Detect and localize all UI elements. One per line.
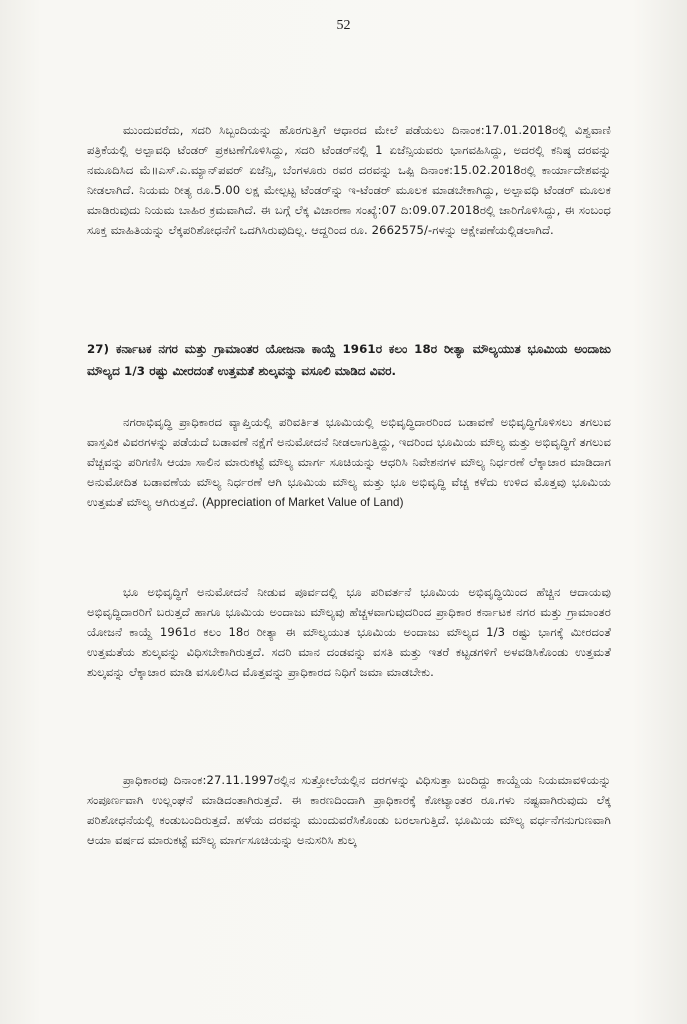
- paragraph-text: ಭೂ ಅಭಿವೃದ್ಧಿಗೆ ಅನುಮೋದನೆ ನೀಡುವ ಪೂರ್ವದಲ್ಲಿ ಭೂ ಪರಿವರ್ತನೆ ಭೂಮಿಯ ಅಭಿವೃದ್ಧಿಯಿಂದ ಹೆಚ್ಚಿನ ಆದಾಯವು ಅಭಿವೃದ್ಧಿದಾರರಿಗೆ ಬರುತ್ತದೆ ಹಾಗೂ ಭೂಮಿಯ ಅಂದಾಜು ಮೌಲ್ಯವು ಹೆಚ್ಚಳವಾಗುವುದರಿಂದ ಪ್ರಾಧಿಕಾರ ಕರ್ನಾಟಕ ನಗರ ಮತ್ತು ಗ್ರಾಮಾಂತರ ಯೋಜನೆ ಕಾಯ್ದೆ 1961ರ ಕಲಂ 18ರ ರೀತ್ಯಾ ಈ ಮೌಲ್ಯಯುತ ಭೂಮಿಯ ಅಂದಾಜು ಮೌಲ್ಯದ 1/3 ರಷ್ಟು ಭಾಗಕ್ಕೆ ಮೀರದಂತೆ ಉತ್ತಮತೆಯ ಶುಲ್ಕವನ್ನು ವಿಧಿಸಬೇಕಾಗಿರುತ್ತದೆ. ಸದರಿ ಮಾನ ದಂಡವನ್ನು ವಸತಿ ಮತ್ತು ಇತರೆ ಕಟ್ಟಡಗಳಿಗೆ ಅಳವಡಿಸಿಕೊಂಡು ಉತ್ತಮತೆ ಶುಲ್ಕವನ್ನು ಲೆಕ್ಕಾಚಾರ ಮಾಡಿ ವಸೂಲಿಸಿದ ಮೊತ್ತವನ್ನು ಪ್ರಾಧಿಕಾರದ ನಿಧಿಗೆ ಜಮಾ ಮಾಡಬೇಕು.: [87, 585, 611, 679]
- english-term: (Appreciation of Market Value of Land): [202, 496, 404, 509]
- paragraph-tender: [87, 120, 611, 240]
- paragraph-betterment-fee: [87, 582, 611, 682]
- paragraph-circular: [87, 770, 611, 850]
- heading-text: 27) ಕರ್ನಾಟಕ ನಗರ ಮತ್ತು ಗ್ರಾಮಾಂತರ ಯೋಜನಾ ಕಾಯ್ದೆ 1961ರ ಕಲಂ 18ರ ರೀತ್ಯಾ ಮೌಲ್ಯಯುತ ಭೂಮಿಯ ಅಂದಾಜು ಮೌಲ್ಯದ 1/3 ರಷ್ಟು ಮೀರದಂತೆ ಉತ್ತಮತೆ ಶುಲ್ಕವನ್ನು ವಸೂಲಿ ಮಾಡಿದ ವಿವರ.: [87, 342, 611, 378]
- paragraph-appreciation: [87, 412, 611, 513]
- paragraph-text: ನಗರಾಭಿವೃದ್ಧಿ ಪ್ರಾಧಿಕಾರದ ವ್ಯಾಪ್ತಿಯಲ್ಲಿ ಪರಿವರ್ತಿತ ಭೂಮಿಯಲ್ಲಿ ಅಭಿವೃದ್ಧಿದಾರರಿಂದ ಬಡಾವಣೆ ಅಭಿವೃದ್ಧಿಗೊಳಿಸಲು ತಗಲುವ ವಾಸ್ತವಿಕ ವಿವರಗಳನ್ನು ಪಡೆಯದೆ ಬಡಾವಣೆ ನಕ್ಷೆಗೆ ಅನುಮೋದನೆ ನೀಡಲಾಗುತ್ತಿದ್ದು, ಇದರಿಂದ ಭೂಮಿಯ ಮೌಲ್ಯ ಮತ್ತು ಅಭಿವೃದ್ಧಿಗೆ ತಗಲುವ ವೆಚ್ಚವನ್ನು ಪರಿಗಣಿಸಿ ಆಯಾ ಸಾಲಿನ ಮಾರುಕಟ್ಟೆ ಮೌಲ್ಯ ಮಾರ್ಗ ಸೂಚಿಯನ್ನು ಆಧರಿಸಿ ನಿವೇಶನಗಳ ಮೌಲ್ಯ ನಿರ್ಧರಣೆ ಲೆಕ್ಕಾಚಾರ ಮಾಡಿದಾಗ ಅನುಮೋದಿತ ಬಡಾವಣೆಯ ಮೌಲ್ಯ ನಿರ್ಧರಣೆ ಆಗಿ ಭೂಮಿಯ ಮೌಲ್ಯ ಮತ್ತು ಭೂ ಅಭಿವೃದ್ಧಿ ವೆಚ್ಚ ಕಳೆದು ಉಳಿದ ಮೊತ್ತವು ಭೂಮಿಯ ಉತ್ತಮತೆ ಮೌಲ್ಯ ಆಗಿರುತ್ತದೆ.: [87, 415, 611, 509]
- section-heading: [87, 338, 611, 382]
- paragraph-text: ಪ್ರಾಧಿಕಾರವು ದಿನಾಂಕ:27.11.1997ರಲ್ಲಿನ ಸುತ್ತೋಲೆಯಲ್ಲಿನ ದರಗಳನ್ನು ವಿಧಿಸುತ್ತಾ ಬಂದಿದ್ದು ಕಾಯ್ದೆಯ ನಿಯಮಾವಳಿಯನ್ನು ಸಂಪೂರ್ಣವಾಗಿ ಉಲ್ಲಂಘನೆ ಮಾಡಿದಂತಾಗಿರುತ್ತದೆ. ಈ ಕಾರಣದಿಂದಾಗಿ ಪ್ರಾಧಿಕಾರಕ್ಕೆ ಕೋಟ್ಯಾಂತರ ರೂ.ಗಳು ನಷ್ಟವಾಗಿರುವುದು ಲೆಕ್ಕ ಪರಿಶೋಧನೆಯಲ್ಲಿ ಕಂಡುಬಂದಿರುತ್ತದೆ. ಹಳೆಯ ದರವನ್ನು ಮುಂದುವರೆಸಿಕೊಂಡು ಬರಲಾಗುತ್ತಿದೆ. ಭೂಮಿಯ ಮೌಲ್ಯ ವರ್ಧನೆಗನುಗುಣವಾಗಿ ಆಯಾ ವರ್ಷದ ಮಾರುಕಟ್ಟೆ ಮೌಲ್ಯ ಮಾರ್ಗಸೂಚಿಯನ್ನು ಅನುಸರಿಸಿ ಶುಲ್ಕ: [87, 773, 611, 847]
- page-number: 52: [336, 18, 351, 33]
- paragraph-text: ಮುಂದುವರೆದು, ಸದರಿ ಸಿಬ್ಬಂದಿಯನ್ನು ಹೊರಗುತ್ತಿಗೆ ಆಧಾರದ ಮೇಲೆ ಪಡೆಯಲು ದಿನಾಂಕ:17.01.2018ರಲ್ಲಿ ವಿಶ್ವವಾಣಿ ಪತ್ರಿಕೆಯಲ್ಲಿ ಅಲ್ಪಾವಧಿ ಟೆಂಡರ್ ಪ್ರಕಟಣೆಗೊಳಿಸಿದ್ದು, ಸದರಿ ಟೆಂಡರ್‌ನಲ್ಲಿ 1 ಏಜೆನ್ಸಿಯವರು ಭಾಗವಹಿಸಿದ್ದು, ಅದರಲ್ಲಿ ಕನಿಷ್ಠ ದರವನ್ನು ನಮೂದಿಸಿದ ಮೆ॥ಎಸ್.ಎ.ಮ್ಯಾನ್‌ಪವರ್ ಏಜೆನ್ಸಿ, ಬೆಂಗಳೂರು ರವರ ದರವನ್ನು ಒಪ್ಪಿ ದಿನಾಂಕ:15.02.2018ರಲ್ಲಿ ಕಾರ್ಯಾದೇಶವನ್ನು ನೀಡಲಾಗಿದೆ. ನಿಯಮ ರೀತ್ಯ ರೂ.5.00 ಲಕ್ಷ ಮೇಲ್ಪಟ್ಟ ಟೆಂಡರ್‌ನ್ನು ಇ-ಟೆಂಡರ್ ಮೂಲಕ ಮಾಡಬೇಕಾಗಿದ್ದು, ಅಲ್ಪಾವಧಿ ಟೆಂಡರ್ ಮೂಲಕ ಮಾಡಿರುವುದು ನಿಯಮ ಬಾಹಿರ ಕ್ರಮವಾಗಿದೆ. ಈ ಬಗ್ಗೆ ಲೆಕ್ಕ ವಿಚಾರಣಾ ಸಂಖ್ಯೆ:07 ದಿ:09.07.2018ರಲ್ಲಿ ಜಾರಿಗೊಳಿಸಿದ್ದು, ಈ ಸಂಬಂಧ ಸೂಕ್ತ ಮಾಹಿತಿಯನ್ನು ಲೆಕ್ಕಪರಿಶೋಧನೆಗೆ ಒದಗಿಸಿರುವುದಿಲ್ಲ. ಆದ್ದರಿಂದ ರೂ. 2662575/-ಗಳನ್ನು ಆಕ್ಷೇಪಣೆಯಲ್ಲಿಡಲಾಗಿದೆ.: [87, 123, 611, 237]
